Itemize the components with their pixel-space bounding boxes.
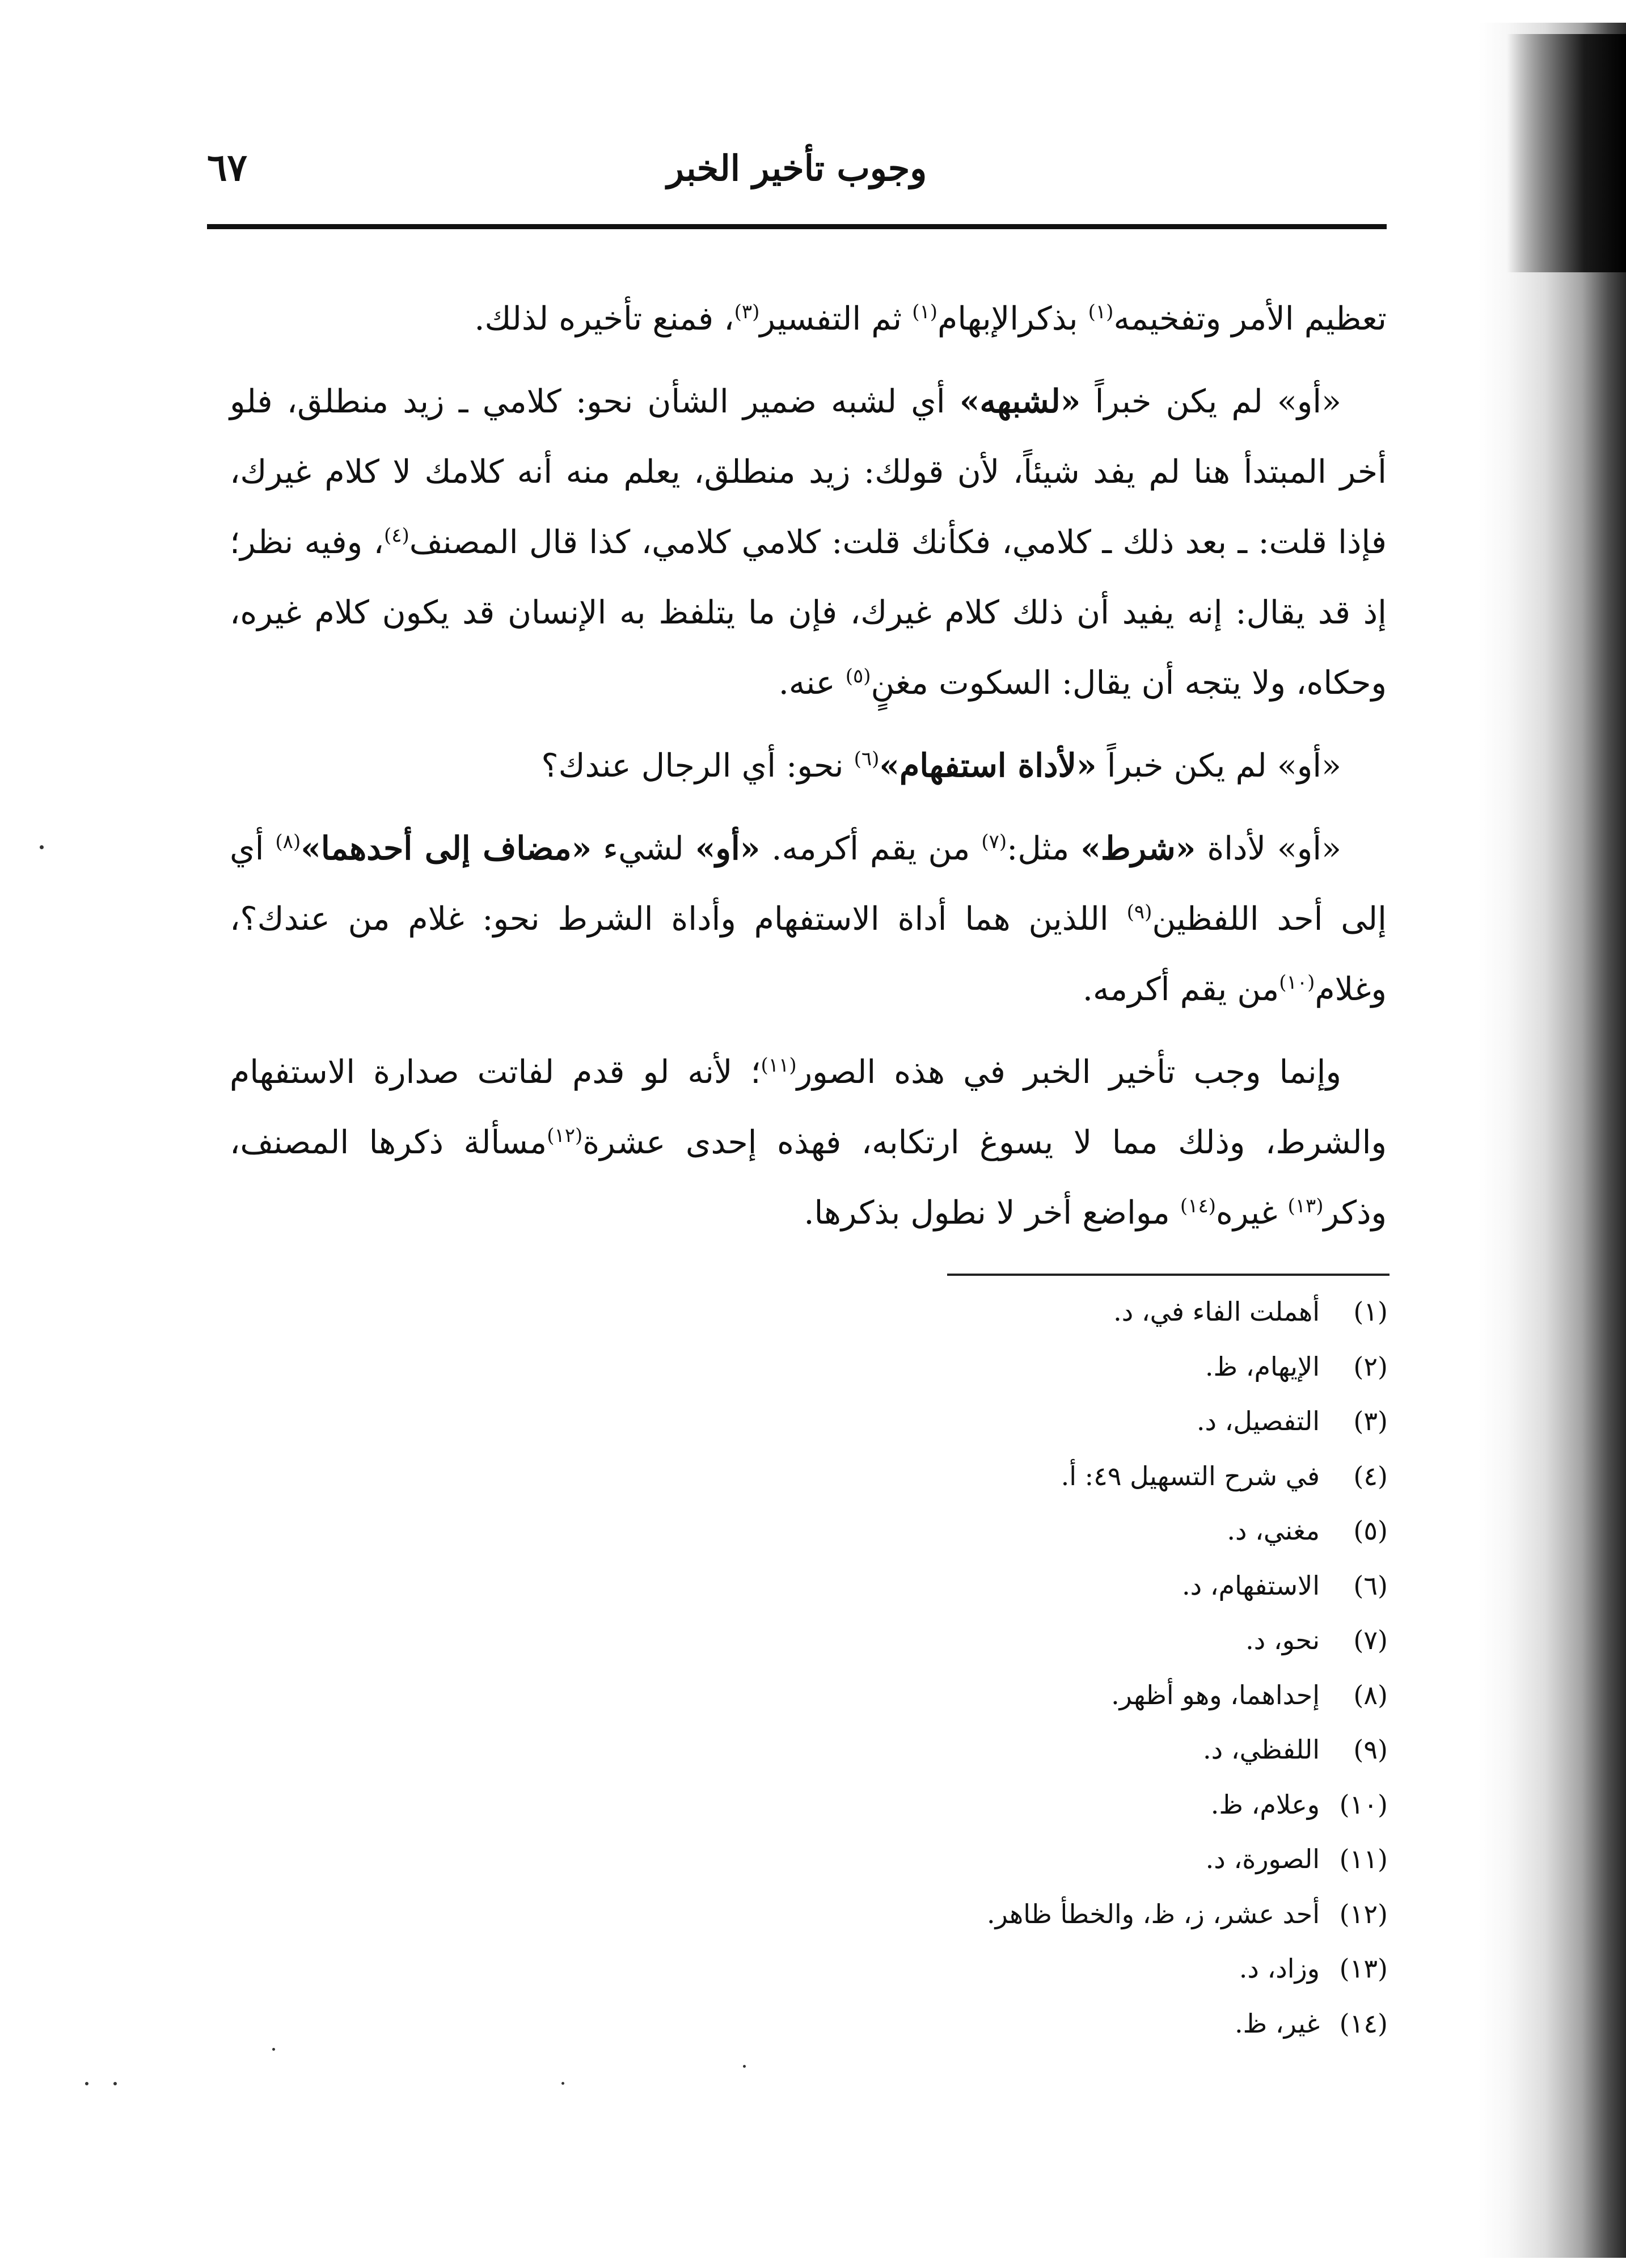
footnote-text: إحداهما، وهو أظهر. [1111, 1679, 1320, 1710]
text: اللذين هما أداة الاستفهام وأداة الشرط نحو: غلام من عندك؟، وغلام [230, 900, 1387, 1008]
bold-term: «لأداة استفهام» [879, 747, 1097, 785]
footnote-marker: (٧) [981, 831, 1007, 853]
footnote-text: أهملت الفاء في، د. [1113, 1296, 1320, 1327]
text: مسألة ذكرها المصنف، وذكر [230, 1124, 1387, 1232]
footnote-item [537, 1570, 1388, 1625]
footnote-number: (٣) [1353, 1406, 1388, 1436]
footnotes [537, 1296, 1388, 2063]
text: نحو: أي الرجال عندك؟ [541, 747, 854, 785]
footnote-text: اللفظي، د. [1203, 1734, 1320, 1765]
text: من يقم أكرمه. [1082, 971, 1279, 1008]
footnote-number: (٧) [1353, 1625, 1388, 1655]
bold-term: «شرط» [1080, 829, 1196, 867]
footnote-marker: (٨) [275, 831, 301, 853]
footnote-marker: (١٣) [1287, 1195, 1324, 1217]
page-header [207, 142, 1387, 204]
text: بذكرالإبهام [937, 300, 1088, 338]
text: من يقم أكرمه. [760, 830, 982, 867]
footnote-text: وزاد، د. [1239, 1953, 1320, 1984]
footnote-marker: (١١) [761, 1054, 797, 1077]
footnote-text: الإيهام، ظ. [1205, 1351, 1320, 1382]
footnote-marker: (١) [1088, 301, 1114, 323]
footnote-number: (١١) [1339, 1844, 1388, 1874]
page-number: ٦٧ [207, 145, 247, 189]
text: أي لشبه ضمير الشأن نحو: كلامي ـ زيد منطلق، فلو أخر المبتدأ هنا لم يفد شيئاً، لأن قولك: زيد منطلق، يعلم منه أنه كلامك لا كلام غيرك، فإذا قلت: ـ بعد ذلك ـ كلامي، فكأنك قلت: كلامي كلامي، كذا قال المصنف [230, 383, 1387, 561]
paragraph-4 [230, 813, 1387, 1025]
footnote-text: مغني، د. [1227, 1515, 1320, 1546]
paragraph-5 [230, 1037, 1387, 1248]
scan-speck [272, 2048, 275, 2051]
text: «أو» لأداة [1196, 830, 1342, 867]
footnote-number: (١) [1353, 1296, 1388, 1327]
text: ، فمنع تأخيره لذلك. [474, 300, 734, 338]
text: وإنما وجب تأخير الخبر في هذه الصور [796, 1053, 1341, 1091]
footnote-marker: (٩) [1126, 901, 1152, 924]
text: غيره [1215, 1194, 1288, 1232]
footnote-item [537, 1296, 1388, 1351]
footnote-number: (١٠) [1339, 1789, 1388, 1820]
footnote-text: الصورة، د. [1205, 1844, 1320, 1874]
footnote-marker: (٥) [845, 665, 871, 688]
footnote-marker: (١٤) [1180, 1195, 1216, 1217]
running-title: وجوب تأخير الخبر [666, 147, 927, 189]
text: ، وفيه نظر؛ إذ قد يقال: إنه يفيد أن ذلك كلام غيرك، فإن ما يتلفظ به الإنسان قد يكون كلام غيره، وحكاه، ولا يتجه أن يقال: السكوت مغنٍ [230, 524, 1387, 702]
footnote-item [537, 1953, 1388, 2008]
text: «أو» لم يكن خبراً [1096, 747, 1341, 785]
footnote-number: (١٣) [1339, 1953, 1388, 1984]
footnote-marker: (١) [912, 301, 937, 323]
footnote-text: التفصيل، د. [1196, 1406, 1320, 1436]
text: مواضع أخر لا نطول بذكرها. [804, 1194, 1180, 1232]
footnote-number: (١٤) [1339, 2008, 1388, 2039]
text: أي إلى أحد اللفظين [230, 830, 1387, 938]
footnote-item [537, 2008, 1388, 2063]
footnote-item [537, 1899, 1388, 1954]
scan-speck [113, 2082, 117, 2085]
footnote-item [537, 1351, 1388, 1406]
footnote-text: أحد عشر، ز، ظ، والخطأ ظاهر. [987, 1898, 1320, 1929]
footnote-text: في شرح التسهيل ٤٩: أ. [1061, 1460, 1320, 1491]
footnote-number: (١٢) [1339, 1898, 1388, 1929]
footnote-number: (٦) [1353, 1570, 1388, 1601]
header-rule [207, 224, 1387, 229]
footnote-marker: (٣) [734, 301, 760, 323]
footnote-marker: (٤) [383, 524, 409, 547]
footnote-item [537, 1625, 1388, 1680]
footnote-number: (٨) [1353, 1679, 1388, 1710]
text: لشيء [592, 830, 695, 867]
scan-speck [561, 2082, 564, 2085]
paragraph-2 [230, 366, 1387, 718]
text: ؛ لأنه لو قدم لفاتت صدارة الاستفهام والشرط، وذلك مما لا يسوغ ارتكابه، فهذه إحدى عشرة [230, 1053, 1387, 1161]
footnote-text: غير، ظ. [1235, 2008, 1320, 2039]
footnote-item [537, 1515, 1388, 1570]
footnote-item [537, 1406, 1388, 1461]
bold-term: «لشبهه» [959, 382, 1081, 420]
footnote-item [537, 1680, 1388, 1735]
footnote-marker: (٦) [854, 748, 880, 770]
footnote-number: (٤) [1353, 1460, 1388, 1491]
text: عنه. [778, 664, 846, 702]
text: مثل: [1007, 830, 1081, 867]
scan-speck [743, 2065, 746, 2068]
bold-term: «مضاف إلى أحدهما» [301, 829, 592, 867]
footnote-item [537, 1734, 1388, 1789]
footnote-rule [947, 1274, 1390, 1276]
scan-speck [40, 845, 44, 849]
footnote-text: وعلام، ظ. [1210, 1789, 1320, 1820]
footnote-item [537, 1844, 1388, 1899]
scan-speck [85, 2082, 88, 2085]
text: تعظيم الأمر وتفخيمه [1113, 300, 1387, 338]
footnote-item [537, 1789, 1388, 1844]
text: «أو» لم يكن خبراً [1080, 383, 1342, 420]
paragraph-3 [230, 731, 1387, 801]
footnote-marker: (١٠) [1279, 971, 1315, 994]
footnote-text: الاستفهام، د. [1182, 1570, 1320, 1601]
footnote-number: (٥) [1353, 1515, 1388, 1546]
scan-shadow-edge [1479, 23, 1626, 2258]
footnote-item [537, 1461, 1388, 1516]
bold-term: «أو» [695, 829, 761, 867]
text: ثم التفسير [759, 300, 913, 338]
footnote-text: نحو، د. [1245, 1625, 1320, 1655]
footnote-number: (٢) [1353, 1351, 1388, 1382]
footnote-number: (٩) [1353, 1734, 1388, 1765]
paragraph-1 [230, 284, 1387, 354]
main-text [230, 284, 1387, 1261]
footnote-marker: (١٢) [547, 1124, 583, 1147]
scan-shadow-corner [1507, 34, 1626, 272]
